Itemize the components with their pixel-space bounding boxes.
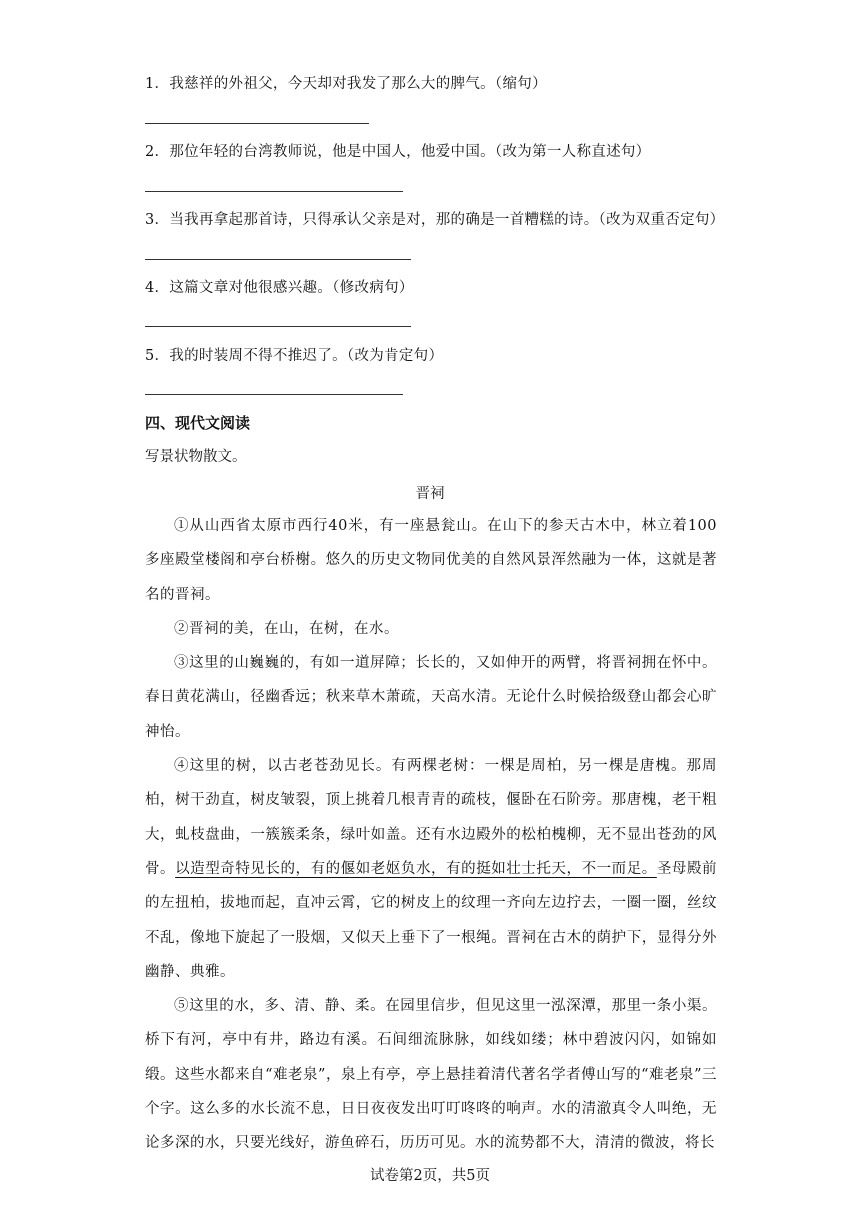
section-intro: 写景状物散文。 [145, 449, 247, 465]
answer-line-1[interactable] [145, 123, 369, 124]
article-title: 晋祠 [415, 486, 445, 502]
question-5: 5．我的时装周不得不推迟了。（改为肯定句） [145, 348, 444, 364]
answer-line-2[interactable] [145, 191, 403, 192]
paragraph-1: ①从山西省太原市西行40米，有一座悬瓮山。在山下的参天古木中，林立着100多座殿堂楼阁和亭台桥榭。悠久的历史文物同优美的自然风景浑然融为一体，这就是著名的晋祠。 [145, 518, 717, 603]
question-4: 4．这篇文章对他很感兴趣。（修改病句） [145, 280, 414, 296]
article-body [145, 509, 717, 1161]
answer-line-3[interactable] [145, 259, 411, 260]
answer-line-4[interactable] [145, 326, 411, 327]
paragraph-3: ③这里的山巍巍的，有如一道屏障；长长的，又如伸开的两臂，将晋祠拥在怀中。春日黄花满山，径幽香远；秋来草木萧疏，天高水清。无论什么时候拾级登山都会心旷神怡。 [145, 655, 717, 740]
paragraph-4-part-1: ④这里的树，以古老苍劲见长。有两棵老树：一棵是周柏，另一棵是唐槐。那周柏，树干劲直，树皮皱裂，顶上挑着几根青青的疏枝，偃卧在石阶旁。那唐槐，老干粗大，虬枝盘曲，一簇簇柔条，绿叶如盖。还有水边殿外的松柏槐柳，无不显出苍劲的风骨。 [145, 758, 717, 877]
paragraph-2: ②晋祠的美，在山，在树，在水。 [174, 620, 399, 637]
question-3: 3．当我再拿起那首诗，只得承认父亲是对，那的确是一首糟糕的诗。（改为双重否定句） [145, 212, 725, 228]
question-2: 2．那位年轻的台湾教师说，他是中国人，他爱中国。（改为第一人称直述句） [145, 144, 651, 160]
underlined-sentence: 以造型奇特见长的，有的偃如老妪负水，有的挺如壮士托天，不一而足。 [175, 860, 657, 877]
page-footer: 试卷第2页，共5页 [370, 1168, 490, 1184]
answer-line-5[interactable] [145, 394, 403, 395]
paragraph-4 [145, 749, 717, 989]
paragraph-4-part-2: 圣母殿前的左扭柏，拔地而起，直冲云霄，它的树皮上的纹理一齐向左边拧去，一圈一圈，丝纹不乱，像地下旋起了一股烟，又似天上垂下了一根绳。晋祠在古木的荫护下，显得分外幽静、典雅。 [145, 860, 718, 980]
question-1: 1．我慈祥的外祖父，今天却对我发了那么大的脾气。（缩句） [145, 76, 547, 92]
paragraph-5: ⑤这里的水，多、清、静、柔。在园里信步，但见这里一泓深潭，那里一条小渠。桥下有河，亭中有井，路边有溪。石间细流脉脉，如线如缕；林中碧波闪闪，如锦如缎。这些水都来自“难老泉”，泉上有亭，亭上悬挂着清代著名学者傅山写的“难老泉”三个字。这么多的水长流不息，日日夜夜发出叮叮咚咚的响声。水的清澈真令人叫绝，无论多深的水，只要光线好，游鱼碎石，历历可见。水的流势都不大，清清的微波，将长 [145, 998, 717, 1152]
section-heading: 四、现代文阅读 [145, 414, 251, 432]
